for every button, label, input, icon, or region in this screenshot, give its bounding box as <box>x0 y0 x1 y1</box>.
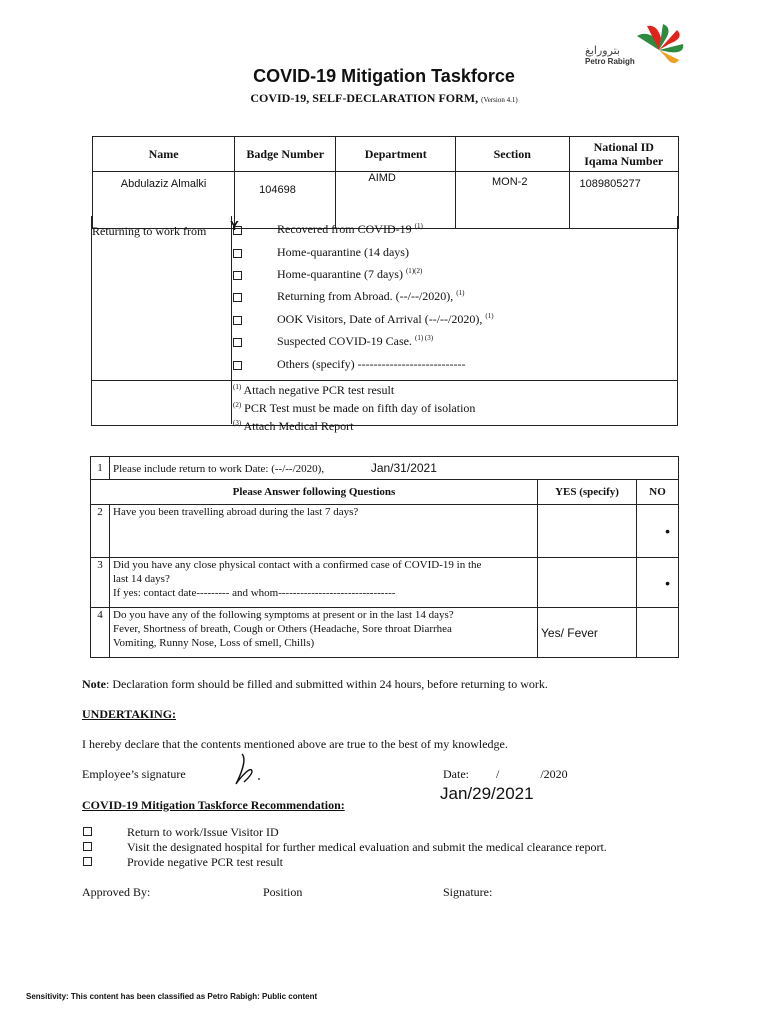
returning-notes <box>233 380 475 434</box>
recommendation-item: Visit the designated hospital for further medical evaluation and submit the medical clearance report. <box>127 840 607 854</box>
national-id-label: National ID <box>593 140 654 154</box>
note-label: Note <box>82 677 106 691</box>
iqama-label: Iqama Number <box>584 154 664 168</box>
note-2: $^{(2)}$ PCR Test must be made on fifth day of isolation <box>233 401 476 415</box>
option-label: Home-quarantine (7 days) $^{(1)(2)}$ <box>277 267 423 281</box>
page-title: COVID-19 Mitigation Taskforce <box>253 66 515 86</box>
no-header: NO <box>637 480 679 505</box>
employee-signature-icon[interactable] <box>228 750 268 790</box>
table-row <box>91 608 679 658</box>
table-row <box>91 505 679 558</box>
table-header-row <box>93 137 679 172</box>
table-row <box>91 558 679 608</box>
badge-value[interactable]: 104698 <box>235 172 336 229</box>
national-id-header <box>569 137 678 172</box>
question-text: Have you been travelling abroad during the last 7 days? <box>110 505 538 558</box>
row-number: 1 <box>91 457 110 480</box>
signature-label: Signature: <box>443 885 493 899</box>
option-label: Home-quarantine (14 days) <box>277 245 409 259</box>
section-value[interactable]: MON-2 <box>456 172 570 229</box>
employee-signature-label: Employee’s signature <box>82 767 186 781</box>
approved-by-label: Approved By: <box>82 885 151 899</box>
option-label: Returning from Abroad. (--/--/2020), $^{(1)}$ <box>277 289 465 303</box>
recommendation-heading: COVID-19 Mitigation Taskforce Recommendation: <box>82 798 345 812</box>
option-checkbox[interactable] <box>233 338 242 347</box>
logo-english-text: Petro Rabigh <box>585 57 635 66</box>
subtitle-text: COVID-19, SELF-DECLARATION FORM, <box>250 91 479 105</box>
name-value[interactable]: Abdulaziz Almalki <box>93 172 235 229</box>
return-date-answer[interactable]: Jan/31/2021 <box>370 460 437 475</box>
petro-rabigh-logo <box>585 24 685 72</box>
department-value[interactable]: AIMD <box>336 172 456 229</box>
undertaking-heading: UNDERTAKING: <box>82 707 177 721</box>
section-header: Section <box>456 137 570 172</box>
option-others[interactable] <box>233 357 466 374</box>
row-number: 3 <box>91 558 110 608</box>
table-row <box>91 457 679 480</box>
option-checkbox[interactable] <box>233 361 242 370</box>
option-home-quarantine-7[interactable] <box>233 267 423 284</box>
option-ook-visitors[interactable] <box>233 312 494 329</box>
option-returning-abroad[interactable] <box>233 289 465 306</box>
row-number: 4 <box>91 608 110 658</box>
version-text: (Version 4.1) <box>481 96 518 104</box>
return-date-question: Please include return to work Date: (--/--/2020), Jan/31/2021 <box>110 457 679 480</box>
no-cell[interactable]: • <box>637 505 679 558</box>
undertaking-text: I hereby declare that the contents mentioned above are true to the best of my knowledge. <box>82 737 508 751</box>
question-text: Did you have any close physical contact with a confirmed case of COVID-19 in the last 14 days? If yes: contact date--------- and whom-------------------------------- <box>110 558 538 608</box>
option-suspected-case[interactable] <box>233 334 434 351</box>
questions-header: Please Answer following Questions <box>91 480 538 505</box>
handwritten-date[interactable]: Jan/29/2021 <box>440 784 534 803</box>
date-field <box>443 767 568 782</box>
yes-header: YES (specify) <box>538 480 637 505</box>
recommendation-item: Return to work/Issue Visitor ID <box>127 825 279 839</box>
recommendation-item: Provide negative PCR test result <box>127 855 283 869</box>
questions-table <box>90 456 679 658</box>
question-text: Do you have any of the following symptoms at present or in the last 14 days? Fever, Shortness of breath, Cough or Others (Headache, Sore throat Diarrhea Vomiting, Runny Nose, Loss of smell, Chills) <box>110 608 538 658</box>
recommendation-checkbox[interactable] <box>83 842 92 851</box>
option-home-quarantine-14[interactable] <box>233 245 409 262</box>
row-number: 2 <box>91 505 110 558</box>
checked-mark: Y <box>230 218 239 233</box>
no-cell[interactable] <box>637 608 679 658</box>
note-1: $^{(1)}$ Attach negative PCR test result <box>233 383 395 397</box>
form-subtitle <box>0 91 768 106</box>
name-header: Name <box>93 137 235 172</box>
recommendation-checkbox[interactable] <box>83 857 92 866</box>
table-header-row <box>91 480 679 505</box>
recommendation-checkbox[interactable] <box>83 827 92 836</box>
returning-label: Returning to work from <box>92 224 207 238</box>
note-3: $^{(3)}$ Attach Medical Report <box>233 419 354 433</box>
date-label: Date: <box>443 767 469 781</box>
date-year: /2020 <box>540 767 568 781</box>
option-checkbox[interactable] <box>233 271 242 280</box>
option-label: Others (specify) --------------------------- <box>277 357 466 371</box>
option-label: OOK Visitors, Date of Arrival (--/--/2020), $^{(1)}$ <box>277 312 494 326</box>
logo-arabic-text: بترورابغ <box>585 45 621 57</box>
yes-cell[interactable] <box>538 505 637 558</box>
option-checkbox[interactable] <box>233 316 242 325</box>
option-recovered[interactable] <box>230 218 423 239</box>
position-label: Position <box>263 885 303 899</box>
option-checkbox[interactable] <box>233 249 242 258</box>
option-label: Recovered from COVID-19 $^{(1)}$ <box>277 222 423 236</box>
yes-cell[interactable] <box>538 558 637 608</box>
yes-cell[interactable]: Yes/ Fever <box>538 608 637 658</box>
declaration-note <box>82 677 548 692</box>
national-id-value[interactable]: 1089805277 <box>569 172 678 229</box>
option-label: Suspected COVID-19 Case. $^{(1) (3)}$ <box>277 334 434 348</box>
date-slash: / <box>496 767 500 781</box>
no-cell[interactable]: • <box>637 558 679 608</box>
department-header: Department <box>336 137 456 172</box>
sensitivity-footer: Sensitivity: This content has been classified as Petro Rabigh: Public content <box>26 992 318 1001</box>
note-text: : Declaration form should be filled and submitted within 24 hours, before returning to work. <box>106 677 548 691</box>
option-checkbox[interactable] <box>233 293 242 302</box>
badge-header: Badge Number <box>235 137 336 172</box>
